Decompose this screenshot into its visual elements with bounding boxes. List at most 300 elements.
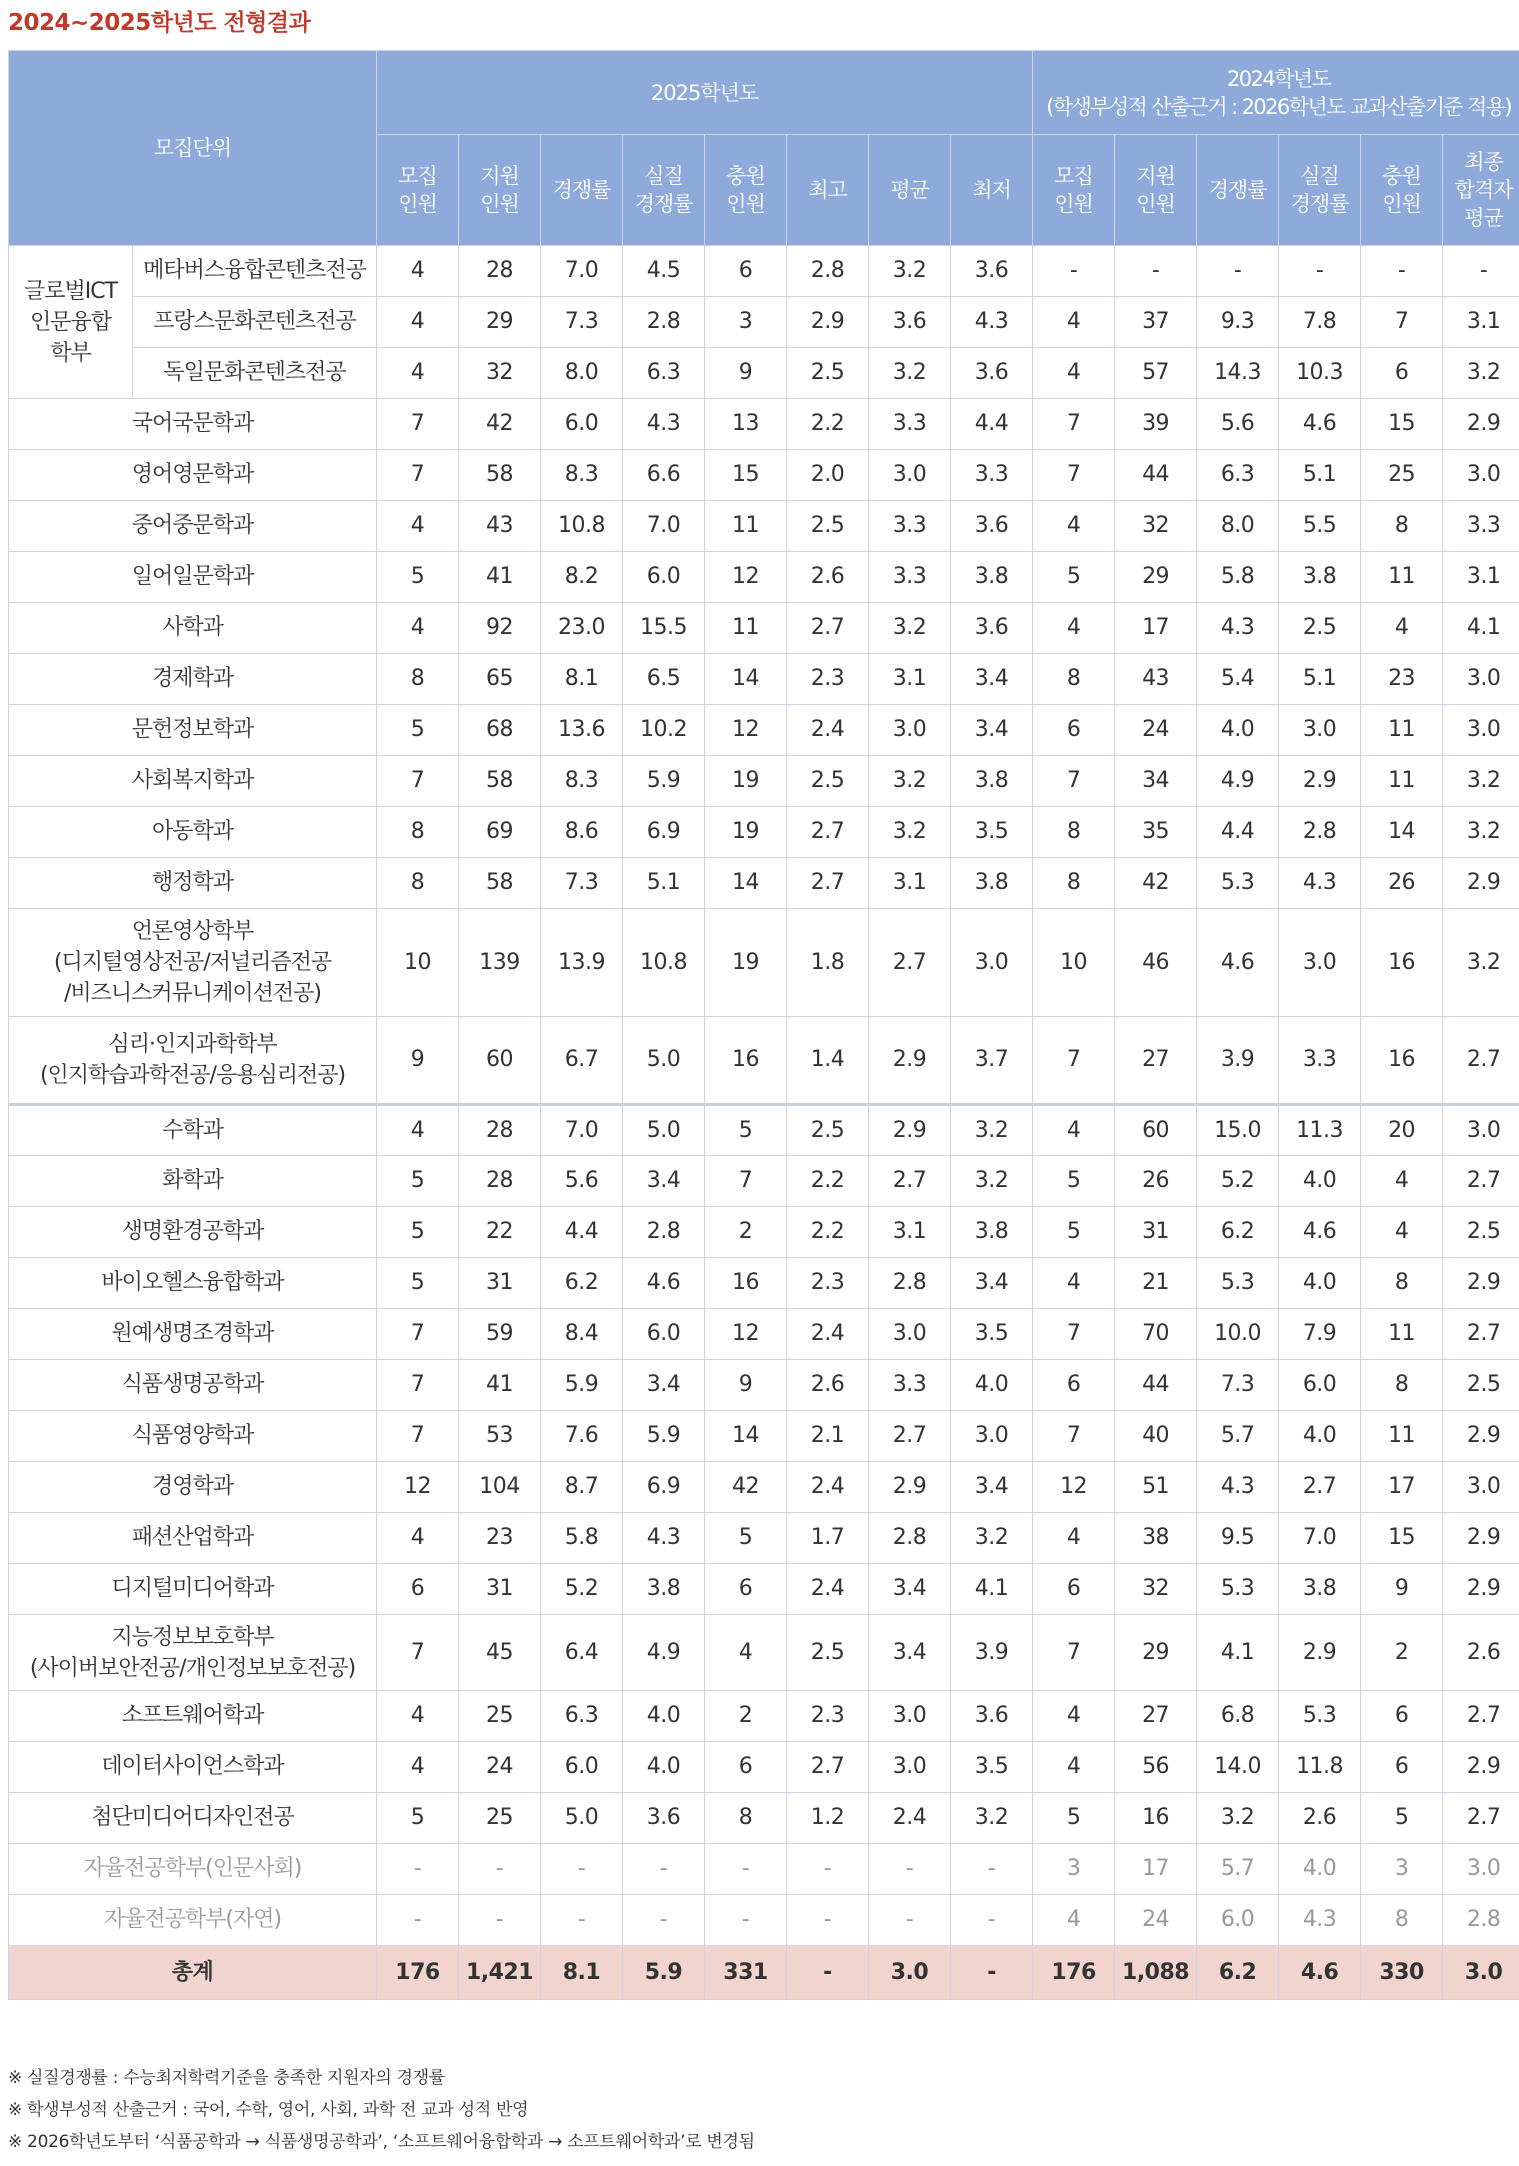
table-row bbox=[9, 654, 1519, 705]
table-cell: 3.2 bbox=[869, 246, 951, 297]
table-cell: 8.0 bbox=[541, 348, 623, 399]
table-cell: 8 bbox=[377, 807, 459, 858]
table-cell: 2 bbox=[705, 1691, 787, 1742]
major-name: 경영학과 bbox=[9, 1462, 377, 1513]
table-cell: 19 bbox=[705, 909, 787, 1017]
table-cell: 6.0 bbox=[541, 399, 623, 450]
table-cell: 19 bbox=[705, 807, 787, 858]
table-cell: 4.3 bbox=[623, 1513, 705, 1564]
year-2024-label: 2024학년도 bbox=[1227, 66, 1331, 91]
table-cell: 5.0 bbox=[623, 1105, 705, 1156]
table-body bbox=[9, 246, 1519, 2000]
major-name: 독일문화콘텐츠전공 bbox=[133, 348, 377, 399]
table-row bbox=[9, 297, 1519, 348]
table-cell: 3.4 bbox=[951, 1258, 1033, 1309]
table-cell: 3.8 bbox=[1279, 552, 1361, 603]
column-header: 최고 bbox=[787, 135, 869, 246]
table-cell: 5 bbox=[377, 1207, 459, 1258]
major-name: 문헌정보학과 bbox=[9, 705, 377, 756]
table-cell: 4.3 bbox=[1279, 858, 1361, 909]
table-cell: 7.0 bbox=[541, 246, 623, 297]
table-cell: 6.4 bbox=[541, 1615, 623, 1691]
table-cell: 2.7 bbox=[1443, 1017, 1519, 1105]
table-cell: 7.8 bbox=[1279, 297, 1361, 348]
table-cell: 20 bbox=[1361, 1105, 1443, 1156]
table-cell: 5 bbox=[1033, 552, 1115, 603]
table-cell: 3.3 bbox=[869, 1360, 951, 1411]
table-cell: 22 bbox=[459, 1207, 541, 1258]
table-cell: 57 bbox=[1115, 348, 1197, 399]
year-2024-header bbox=[1033, 51, 1519, 135]
table-cell: - bbox=[869, 1895, 951, 1946]
table-cell: 7 bbox=[1033, 1615, 1115, 1691]
table-cell: 4 bbox=[1033, 1895, 1115, 1946]
table-cell: 3.0 bbox=[1279, 909, 1361, 1017]
table-cell: 7 bbox=[377, 399, 459, 450]
table-cell: 13 bbox=[705, 399, 787, 450]
table-cell: 2.5 bbox=[1279, 603, 1361, 654]
table-cell: 4 bbox=[377, 348, 459, 399]
table-cell: 12 bbox=[705, 705, 787, 756]
table-cell: 9 bbox=[377, 1017, 459, 1105]
table-cell: 14.0 bbox=[1197, 1742, 1279, 1793]
table-cell: 4.3 bbox=[951, 297, 1033, 348]
table-cell: 3.0 bbox=[1443, 1946, 1519, 2000]
table-cell: 2.9 bbox=[869, 1105, 951, 1156]
table-cell: 2.9 bbox=[869, 1462, 951, 1513]
table-cell: 2.5 bbox=[787, 348, 869, 399]
column-header: 지원 인원 bbox=[459, 135, 541, 246]
table-cell: 7.9 bbox=[1279, 1309, 1361, 1360]
table-cell: 3.0 bbox=[869, 450, 951, 501]
table-cell: 4 bbox=[377, 501, 459, 552]
table-cell: 65 bbox=[459, 654, 541, 705]
table-cell: 4.0 bbox=[1279, 1258, 1361, 1309]
column-header: 모집 인원 bbox=[1033, 135, 1115, 246]
table-cell: - bbox=[951, 1844, 1033, 1895]
column-header: 지원 인원 bbox=[1115, 135, 1197, 246]
table-cell: 4.0 bbox=[951, 1360, 1033, 1411]
table-cell: 35 bbox=[1115, 807, 1197, 858]
table-cell: 23.0 bbox=[541, 603, 623, 654]
table-cell: 59 bbox=[459, 1309, 541, 1360]
table-cell: 6 bbox=[1361, 1742, 1443, 1793]
table-cell: 5 bbox=[705, 1513, 787, 1564]
table-cell: - bbox=[869, 1844, 951, 1895]
table-cell: 6.7 bbox=[541, 1017, 623, 1105]
table-cell: 14 bbox=[705, 858, 787, 909]
table-cell: 3.2 bbox=[869, 807, 951, 858]
table-cell: 1,421 bbox=[459, 1946, 541, 2000]
table-cell: 3.2 bbox=[869, 348, 951, 399]
table-cell: 5.4 bbox=[1197, 654, 1279, 705]
table-cell: 2.4 bbox=[787, 1462, 869, 1513]
table-row bbox=[9, 1462, 1519, 1513]
column-header: 실질 경쟁률 bbox=[623, 135, 705, 246]
table-cell: 3.6 bbox=[951, 603, 1033, 654]
table-cell: 6.9 bbox=[623, 807, 705, 858]
table-cell: 58 bbox=[459, 450, 541, 501]
table-cell: 9.3 bbox=[1197, 297, 1279, 348]
table-cell: 2.9 bbox=[1279, 1615, 1361, 1691]
table-cell: 2.6 bbox=[1279, 1793, 1361, 1844]
table-cell: 7.6 bbox=[541, 1411, 623, 1462]
table-cell: 4.9 bbox=[623, 1615, 705, 1691]
table-cell: 3.2 bbox=[1443, 348, 1519, 399]
table-cell: 4 bbox=[1033, 1258, 1115, 1309]
table-cell: 39 bbox=[1115, 399, 1197, 450]
major-name: 사학과 bbox=[9, 603, 377, 654]
table-cell: 6 bbox=[705, 1564, 787, 1615]
table-cell: 2.7 bbox=[1443, 1156, 1519, 1207]
table-cell: 4.3 bbox=[1279, 1895, 1361, 1946]
table-cell: 3.2 bbox=[951, 1156, 1033, 1207]
table-cell: 41 bbox=[459, 552, 541, 603]
table-cell: 4 bbox=[1033, 297, 1115, 348]
table-cell: 4 bbox=[377, 1105, 459, 1156]
table-cell: 2.4 bbox=[869, 1793, 951, 1844]
table-cell: 2.9 bbox=[1443, 858, 1519, 909]
table-cell: 2.7 bbox=[787, 858, 869, 909]
table-cell: 6 bbox=[1033, 1360, 1115, 1411]
table-cell: 46 bbox=[1115, 909, 1197, 1017]
table-cell: 2.8 bbox=[1279, 807, 1361, 858]
table-cell: 7.3 bbox=[541, 858, 623, 909]
table-cell: 8.0 bbox=[1197, 501, 1279, 552]
table-cell: 32 bbox=[1115, 501, 1197, 552]
table-cell: 10.8 bbox=[541, 501, 623, 552]
table-cell: 9 bbox=[1361, 1564, 1443, 1615]
table-cell: 5.0 bbox=[623, 1017, 705, 1105]
major-name: 첨단미디어디자인전공 bbox=[9, 1793, 377, 1844]
table-cell: 2 bbox=[1361, 1615, 1443, 1691]
table-cell: 3.5 bbox=[951, 1742, 1033, 1793]
table-cell: 15 bbox=[1361, 399, 1443, 450]
table-cell: 2.7 bbox=[1443, 1691, 1519, 1742]
table-cell: 4.1 bbox=[1197, 1615, 1279, 1691]
total-label: 총계 bbox=[9, 1946, 377, 2000]
group-name: 글로벌ICT 인문융합 학부 bbox=[9, 246, 133, 399]
table-row bbox=[9, 756, 1519, 807]
table-cell: 3.4 bbox=[951, 1462, 1033, 1513]
table-cell: - bbox=[1361, 246, 1443, 297]
table-cell: 60 bbox=[1115, 1105, 1197, 1156]
table-cell: 4 bbox=[377, 297, 459, 348]
table-cell: 2.9 bbox=[1443, 1513, 1519, 1564]
table-cell: 3.0 bbox=[951, 909, 1033, 1017]
footnote: ※ 학생부성적 산출근거 : 국어, 수학, 영어, 사회, 과학 전 교과 성적 반영 bbox=[8, 2100, 529, 2120]
table-cell: 5.9 bbox=[623, 1411, 705, 1462]
table-cell: 7 bbox=[705, 1156, 787, 1207]
table-cell: 2.7 bbox=[787, 1742, 869, 1793]
table-cell: 1.4 bbox=[787, 1017, 869, 1105]
table-cell: - bbox=[377, 1844, 459, 1895]
table-cell: 2.7 bbox=[869, 1411, 951, 1462]
table-cell: 2.7 bbox=[1443, 1793, 1519, 1844]
table-cell: 17 bbox=[1361, 1462, 1443, 1513]
table-cell: 3.0 bbox=[869, 1309, 951, 1360]
table-cell: 4.6 bbox=[1279, 1207, 1361, 1258]
table-cell: 4 bbox=[1033, 501, 1115, 552]
table-cell: 8 bbox=[377, 654, 459, 705]
table-cell: 2.9 bbox=[869, 1017, 951, 1105]
table-cell: 16 bbox=[705, 1017, 787, 1105]
table-cell: 2.8 bbox=[869, 1258, 951, 1309]
table-row bbox=[9, 1895, 1519, 1946]
table-cell: 45 bbox=[459, 1615, 541, 1691]
table-cell: 11 bbox=[1361, 705, 1443, 756]
table-cell: 5.3 bbox=[1197, 1564, 1279, 1615]
table-cell: 10 bbox=[1033, 909, 1115, 1017]
table-cell: 37 bbox=[1115, 297, 1197, 348]
table-cell: 2.7 bbox=[1443, 1309, 1519, 1360]
table-cell: 2.8 bbox=[1443, 1895, 1519, 1946]
table-cell: 11 bbox=[1361, 756, 1443, 807]
table-cell: 3.9 bbox=[1197, 1017, 1279, 1105]
major-name: 원예생명조경학과 bbox=[9, 1309, 377, 1360]
table-cell: 4 bbox=[1033, 1513, 1115, 1564]
table-cell: 4 bbox=[377, 1742, 459, 1793]
table-cell: 3.3 bbox=[1443, 501, 1519, 552]
table-cell: 2.3 bbox=[787, 654, 869, 705]
table-cell: 7 bbox=[1361, 297, 1443, 348]
table-cell: 7 bbox=[1033, 1411, 1115, 1462]
major-name: 수학과 bbox=[9, 1105, 377, 1156]
table-cell: 29 bbox=[1115, 552, 1197, 603]
table-cell: 7 bbox=[377, 450, 459, 501]
major-name: 메타버스융합콘텐츠전공 bbox=[133, 246, 377, 297]
table-row bbox=[9, 1513, 1519, 1564]
major-name: 식품영양학과 bbox=[9, 1411, 377, 1462]
table-cell: 2.5 bbox=[787, 501, 869, 552]
table-cell: 6 bbox=[1361, 1691, 1443, 1742]
table-cell: - bbox=[1443, 246, 1519, 297]
table-cell: 4.9 bbox=[1197, 756, 1279, 807]
table-cell: 2.8 bbox=[623, 297, 705, 348]
table-cell: - bbox=[705, 1895, 787, 1946]
table-cell: 8 bbox=[1033, 654, 1115, 705]
table-cell: 3.2 bbox=[951, 1793, 1033, 1844]
table-cell: 3.0 bbox=[1443, 1105, 1519, 1156]
table-cell: 3.2 bbox=[951, 1105, 1033, 1156]
table-cell: 5 bbox=[377, 705, 459, 756]
table-cell: 32 bbox=[459, 348, 541, 399]
table-cell: 6.6 bbox=[623, 450, 705, 501]
table-cell: 51 bbox=[1115, 1462, 1197, 1513]
column-header: 평균 bbox=[869, 135, 951, 246]
table-cell: - bbox=[1279, 246, 1361, 297]
table-cell: 11 bbox=[705, 501, 787, 552]
table-cell: 3.2 bbox=[869, 756, 951, 807]
table-cell: 16 bbox=[1115, 1793, 1197, 1844]
table-cell: - bbox=[951, 1895, 1033, 1946]
table-cell: 9 bbox=[705, 348, 787, 399]
table-cell: 17 bbox=[1115, 1844, 1197, 1895]
table-cell: 5.2 bbox=[541, 1564, 623, 1615]
table-cell: 56 bbox=[1115, 1742, 1197, 1793]
table-row bbox=[9, 909, 1519, 1017]
table-cell: 24 bbox=[1115, 1895, 1197, 1946]
table-cell: 2.4 bbox=[787, 1309, 869, 1360]
table-cell: 3.6 bbox=[869, 297, 951, 348]
major-name: 아동학과 bbox=[9, 807, 377, 858]
table-cell: 3.1 bbox=[1443, 297, 1519, 348]
table-cell: 29 bbox=[459, 297, 541, 348]
table-cell: 2.4 bbox=[787, 705, 869, 756]
major-name: 언론영상학부 (디지털영상전공/저널리즘전공 /비즈니스커뮤니케이션전공) bbox=[9, 909, 377, 1017]
table-cell: 92 bbox=[459, 603, 541, 654]
table-cell: 8 bbox=[1033, 807, 1115, 858]
table-cell: 5 bbox=[1361, 1793, 1443, 1844]
table-cell: 7 bbox=[377, 1615, 459, 1691]
table-cell: 69 bbox=[459, 807, 541, 858]
table-cell: 53 bbox=[459, 1411, 541, 1462]
table-cell: 16 bbox=[1361, 1017, 1443, 1105]
table-cell: 12 bbox=[377, 1462, 459, 1513]
table-cell: - bbox=[623, 1895, 705, 1946]
table-cell: 2.5 bbox=[787, 756, 869, 807]
major-name: 화학과 bbox=[9, 1156, 377, 1207]
table-row bbox=[9, 1156, 1519, 1207]
table-cell: 7.3 bbox=[541, 297, 623, 348]
table-cell: 5 bbox=[377, 552, 459, 603]
table-cell: 7.3 bbox=[1197, 1360, 1279, 1411]
table-cell: 12 bbox=[705, 1309, 787, 1360]
table-row bbox=[9, 1105, 1519, 1156]
table-cell: 23 bbox=[1361, 654, 1443, 705]
table-cell: 5.3 bbox=[1279, 1691, 1361, 1742]
table-cell: 23 bbox=[459, 1513, 541, 1564]
table-cell: 58 bbox=[459, 858, 541, 909]
table-cell: 3.2 bbox=[1443, 756, 1519, 807]
admission-results-table bbox=[8, 50, 1519, 2000]
table-cell: 11 bbox=[1361, 1309, 1443, 1360]
table-cell: 6.9 bbox=[623, 1462, 705, 1513]
table-cell: 27 bbox=[1115, 1017, 1197, 1105]
footnotes bbox=[8, 2062, 755, 2158]
table-cell: 31 bbox=[459, 1258, 541, 1309]
table-cell: - bbox=[377, 1895, 459, 1946]
table-cell: 8 bbox=[1361, 1895, 1443, 1946]
column-header: 모집 인원 bbox=[377, 135, 459, 246]
table-cell: 11.8 bbox=[1279, 1742, 1361, 1793]
table-cell: 5.6 bbox=[541, 1156, 623, 1207]
table-cell: 15.0 bbox=[1197, 1105, 1279, 1156]
table-cell: 3.7 bbox=[951, 1017, 1033, 1105]
major-name: 경제학과 bbox=[9, 654, 377, 705]
table-cell: 4.1 bbox=[1443, 603, 1519, 654]
table-cell: 6 bbox=[705, 1742, 787, 1793]
table-cell: 3.8 bbox=[951, 858, 1033, 909]
table-cell: 3.3 bbox=[869, 501, 951, 552]
table-cell: 26 bbox=[1115, 1156, 1197, 1207]
table-row bbox=[9, 1793, 1519, 1844]
table-cell: 8.2 bbox=[541, 552, 623, 603]
table-row bbox=[9, 348, 1519, 399]
table-cell: 4.0 bbox=[623, 1691, 705, 1742]
table-cell: 6 bbox=[377, 1564, 459, 1615]
table-cell: 4.4 bbox=[951, 399, 1033, 450]
table-cell: 8 bbox=[1361, 1360, 1443, 1411]
table-cell: 2.0 bbox=[787, 450, 869, 501]
table-cell: 3.0 bbox=[1279, 705, 1361, 756]
table-cell: 7 bbox=[377, 1309, 459, 1360]
table-cell: 7 bbox=[1033, 450, 1115, 501]
table-cell: 331 bbox=[705, 1946, 787, 2000]
table-row bbox=[9, 1844, 1519, 1895]
table-cell: 7.0 bbox=[623, 501, 705, 552]
table-row bbox=[9, 807, 1519, 858]
major-name: 영어영문학과 bbox=[9, 450, 377, 501]
table-row bbox=[9, 1360, 1519, 1411]
major-name: 소프트웨어학과 bbox=[9, 1691, 377, 1742]
table-cell: 3.4 bbox=[869, 1564, 951, 1615]
total-row bbox=[9, 1946, 1519, 2000]
table-cell: 5.3 bbox=[1197, 1258, 1279, 1309]
table-cell: 3.0 bbox=[869, 1742, 951, 1793]
table-cell: 5.3 bbox=[1197, 858, 1279, 909]
table-cell: 2.3 bbox=[787, 1258, 869, 1309]
table-cell: 2.8 bbox=[623, 1207, 705, 1258]
table-cell: 32 bbox=[1115, 1564, 1197, 1615]
table-cell: 6.2 bbox=[541, 1258, 623, 1309]
table-cell: 3.2 bbox=[1443, 807, 1519, 858]
footnote: ※ 2026학년도부터 ‘식품공학과 → 식품생명공학과’, ‘소프트웨어융합학과 → 소프트웨어학과’로 변경됨 bbox=[8, 2132, 755, 2152]
table-cell: 3.8 bbox=[951, 1207, 1033, 1258]
table-cell: 330 bbox=[1361, 1946, 1443, 2000]
table-cell: 3.1 bbox=[869, 858, 951, 909]
table-cell: 7 bbox=[377, 756, 459, 807]
table-cell: 4.3 bbox=[1197, 603, 1279, 654]
table-cell: 2.9 bbox=[1279, 756, 1361, 807]
table-cell: 6.5 bbox=[623, 654, 705, 705]
major-name: 사회복지학과 bbox=[9, 756, 377, 807]
table-cell: - bbox=[541, 1844, 623, 1895]
table-cell: 5.6 bbox=[1197, 399, 1279, 450]
year-2025-header: 2025학년도 bbox=[377, 51, 1033, 135]
table-cell: 6.0 bbox=[541, 1742, 623, 1793]
table-cell: 4 bbox=[1361, 603, 1443, 654]
table-cell: 5 bbox=[377, 1258, 459, 1309]
table-cell: 2.1 bbox=[787, 1411, 869, 1462]
table-cell: 6 bbox=[1033, 1564, 1115, 1615]
table-cell: 7 bbox=[1033, 399, 1115, 450]
table-cell: 3.1 bbox=[869, 1207, 951, 1258]
table-cell: 4 bbox=[377, 603, 459, 654]
major-name: 심리·인지과학학부 (인지학습과학전공/응용심리전공) bbox=[9, 1017, 377, 1105]
table-cell: 4.6 bbox=[1279, 1946, 1361, 2000]
table-cell: 4.6 bbox=[1279, 399, 1361, 450]
table-cell: 5 bbox=[1033, 1156, 1115, 1207]
table-cell: 19 bbox=[705, 756, 787, 807]
table-cell: 1.8 bbox=[787, 909, 869, 1017]
table-cell: 3.0 bbox=[951, 1411, 1033, 1462]
table-cell: 3.3 bbox=[1279, 1017, 1361, 1105]
table-cell: 9.5 bbox=[1197, 1513, 1279, 1564]
table-cell: 4 bbox=[1033, 1691, 1115, 1742]
table-cell: 28 bbox=[459, 1105, 541, 1156]
table-cell: 60 bbox=[459, 1017, 541, 1105]
table-cell: 6 bbox=[1033, 705, 1115, 756]
table-cell: 4.6 bbox=[1197, 909, 1279, 1017]
table-cell: 6.0 bbox=[1279, 1360, 1361, 1411]
table-cell: 3.3 bbox=[951, 450, 1033, 501]
table-cell: 5.5 bbox=[1279, 501, 1361, 552]
table-cell: 3.5 bbox=[951, 1309, 1033, 1360]
table-cell: 5.8 bbox=[541, 1513, 623, 1564]
table-cell: 7 bbox=[377, 1411, 459, 1462]
table-cell: 2.6 bbox=[787, 552, 869, 603]
